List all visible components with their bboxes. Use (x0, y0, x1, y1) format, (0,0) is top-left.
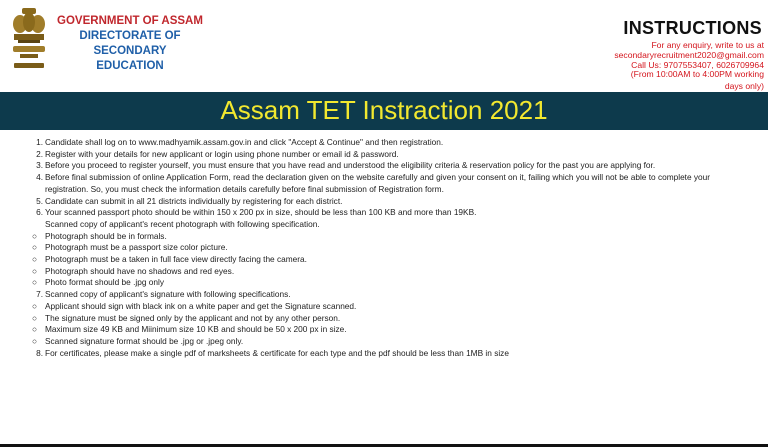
bullet-marker: ○ (32, 265, 38, 276)
bullet-item (30, 301, 740, 313)
list-number: 7. (36, 289, 43, 300)
bullet-marker: ○ (32, 242, 38, 253)
list-item (30, 289, 740, 301)
list-item-text: For certificates, please make a single pdf of marksheets & certificate for each type and the pdf should be less than 1MB in size (45, 347, 509, 358)
list-number: 3. (36, 160, 43, 171)
page-title: Assam TET Instraction 2021 (220, 95, 548, 125)
bullet-item (30, 242, 740, 254)
bullet-item (30, 277, 740, 289)
instructions-title: INSTRUCTIONS (623, 18, 762, 38)
list-item-text: Your scanned passport photo should be within 150 x 200 px in size, should be less than 100 KB and more than 19KB. (45, 207, 477, 218)
list-item-text: Candidate shall log on to www.madhyamik.assam.gov.in and click "Accept & Continue" and then registration. (45, 137, 444, 147)
bullet-marker: ○ (32, 335, 38, 346)
list-item (30, 137, 740, 149)
list-item-text: Photograph must be a taken in full face view directly facing the camera. (45, 254, 307, 265)
bullet-marker: ○ (32, 254, 38, 265)
bullet-item (30, 313, 740, 325)
list-item-text: Before you proceed to register yourself, you must ensure that you have read and understood the eligibility criteria & reservation policy for the past you are applying for. (45, 160, 656, 171)
list-item-text: The signature must be signed only by the applicant and not by any other person. (45, 312, 341, 323)
list-item (30, 172, 740, 195)
list-item-text: Photograph should be in formals. (45, 230, 167, 241)
bullet-marker: ○ (32, 324, 38, 335)
contact-hours-tail: days only) (724, 81, 764, 91)
contact-hours: (From 10:00AM to 4:00PM working (630, 69, 764, 80)
list-item (30, 219, 740, 231)
list-item-text: Applicant should sign with black ink on a white paper and get the Signature scanned. (45, 300, 357, 311)
org-line-education: EDUCATION (96, 60, 164, 72)
contact-line: For any enquiry, write to us at (651, 40, 764, 50)
bullet-marker: ○ (32, 312, 38, 323)
bullet-item (30, 254, 740, 266)
bullet-marker: ○ (32, 300, 38, 311)
org-line-government: GOVERNMENT OF ASSAM (57, 15, 203, 27)
list-item-text: Photograph must be a passport size color picture. (45, 242, 228, 253)
contact-info (574, 41, 764, 80)
list-item-text: Scanned copy of applicant's signature with following specifications. (45, 289, 291, 300)
list-item-text: Before final submission of online Application Form, read the declaration given on the website carefully and given your consent on it, failing which you will not be able to complete your registration. So, you must check the information details carefully before final submission of Registration form. (45, 172, 711, 194)
list-item-text: Register with your details for new applicant or login using phone number or email id & password. (45, 148, 399, 159)
list-item (30, 160, 740, 172)
list-number: 2. (36, 148, 43, 159)
list-item-text: Scanned signature format should be .jpg or .jpeg only. (45, 335, 244, 346)
instructions-list (30, 137, 740, 359)
organization-name (50, 14, 210, 74)
bullet-item (30, 231, 740, 243)
list-item (30, 348, 740, 360)
page-header (0, 0, 768, 92)
list-item-text: Scanned copy of applicant's recent photograph with following specification. (45, 218, 320, 229)
contact-email[interactable]: secondaryrecruitment2020@gmail.com (614, 49, 764, 60)
list-item-text: Photo format should be .jpg only (45, 277, 164, 288)
list-item (30, 149, 740, 161)
bullet-item (30, 336, 740, 348)
list-item-text: Photograph should have no shadows and red eyes. (45, 265, 235, 276)
bullet-item (30, 266, 740, 278)
list-item (30, 196, 740, 208)
list-number: 6. (36, 207, 43, 218)
list-number: 1. (36, 137, 43, 147)
list-item (30, 207, 740, 219)
list-item-text: Candidate can submit in all 21 districts individually by registering for each district. (45, 195, 343, 206)
bullet-item (30, 324, 740, 336)
list-number: 4. (36, 172, 43, 183)
title-banner (0, 81, 768, 130)
list-number: 8. (36, 347, 43, 358)
state-emblem-icon (8, 6, 50, 76)
list-number: 5. (36, 195, 43, 206)
bullet-marker: ○ (32, 277, 38, 288)
contact-phone: Call Us: 9707553407, 6026709964 (631, 59, 764, 70)
list-item-text: Maximum size 49 KB and Miinimum size 10 KB and should be 50 x 200 px in size. (45, 324, 347, 335)
org-line-directorate: DIRECTORATE OF SECONDARY (79, 30, 181, 57)
bullet-marker: ○ (32, 230, 38, 241)
